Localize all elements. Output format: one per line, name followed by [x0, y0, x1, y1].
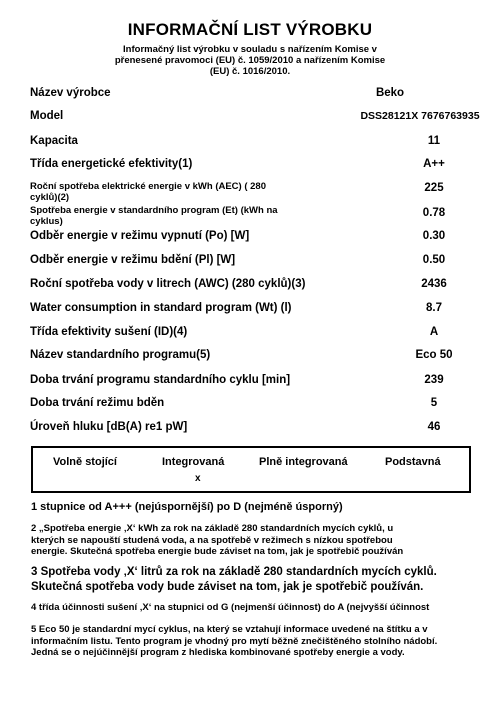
footnote-line: informačním listu. Tento program je vhodný pro mytí běžně znečištěného stolního nádobí.: [31, 635, 438, 647]
footnote-5: [31, 624, 476, 659]
footnote-1: 1 stupnice od A+++ (nejúspornější) po D (nejméně úsporný): [31, 501, 343, 513]
footnote-line: 5 Eco 50 je standardní mycí cyklus, na který se vztahují informace uvedené na štítku a v: [31, 624, 428, 635]
spec-label: Kapacita: [30, 135, 78, 147]
spec-label: Model: [30, 110, 64, 122]
installation-option: Podstavná: [385, 456, 441, 468]
spec-label-line: Spotřeba energie v standardního program (Et) (kWh na: [30, 205, 278, 216]
subtitle-line: (EU) č. 1016/2010.: [209, 66, 291, 77]
footnote-4: 4 třída účinnosti sušení ‚X‘ na stupnici od G (nejmenší účinnost) do A (nejvyšší účinnost: [31, 602, 430, 613]
spec-value: DSS28121X 7676763935: [360, 110, 480, 122]
subtitle-line: přenesené pravomoci (EU) č. 1059/2010 a nařízením Komise: [114, 55, 386, 66]
spec-label-line: Roční spotřeba elektrické energie v kWh (AEC) ( 280: [30, 181, 266, 192]
page-subtitle: [90, 44, 410, 77]
footnote-line: Jedná se o nejúčinnější program z hlediska kombinované spotřeby energie a vody.: [31, 647, 405, 658]
footnote-2: [31, 523, 476, 558]
spec-label: Název standardního programu(5): [30, 349, 211, 361]
spec-label-line: cyklus): [30, 216, 63, 227]
page-title: INFORMAČNÍ LIST VÝROBKU: [127, 20, 373, 39]
spec-value: Eco 50: [415, 349, 453, 361]
spec-label: Roční spotřeba vody v litrech (AWC) (280 cyklů)(3): [30, 278, 306, 290]
installation-selected-mark: x: [195, 473, 201, 484]
footnote-line: 3 Spotřeba vody ‚X‘ litrů za rok na základě 280 standardních mycích cyklů.: [31, 566, 437, 578]
spec-label: Třída energetické efektivity(1): [30, 158, 193, 170]
spec-label: Třída efektivity sušení (ID)(4): [30, 326, 188, 338]
spec-label: [30, 181, 320, 203]
spec-value: 5: [430, 397, 438, 409]
footnote-3: [31, 565, 476, 594]
spec-label-line: cyklů)(2): [30, 192, 70, 203]
spec-value: 0.78: [422, 207, 446, 219]
spec-value: 46: [427, 421, 441, 433]
installation-box: [31, 446, 471, 493]
footnote-line: energie. Skutečná spotřeba energie bude záviset na tom, jak je spotřebič používán: [31, 546, 404, 557]
footnote-line: 2 „Spotřeba energie ‚X‘ kWh za rok na základě 280 standardních mycích cyklů, u: [31, 523, 394, 534]
spec-value: A++: [423, 158, 445, 170]
installation-option: Plně integrovaná: [259, 456, 348, 468]
spec-value: 225: [424, 182, 444, 194]
spec-label: Doba trvání programu standardního cyklu [min]: [30, 374, 291, 386]
spec-value: Beko: [375, 87, 405, 99]
spec-label: Odběr energie v režimu bdění (Pl) [W]: [30, 254, 236, 266]
spec-value: 11: [427, 135, 441, 147]
spec-label: Odběr energie v režimu vypnutí (Po) [W]: [30, 230, 250, 242]
spec-value: 0.30: [422, 230, 446, 242]
spec-label: Doba trvání režimu bděn: [30, 397, 165, 409]
footnote-line: Skutečná spotřeba vody bude záviset na tom, jak je spotřebič používán.: [31, 580, 424, 593]
spec-label: Úroveň hluku [dB(A) re1 pW]: [30, 421, 188, 433]
footnote-line: kterých se napouští studená voda, a na spotřebě v režimech s nízkou spotřebou: [31, 534, 393, 546]
spec-label: Název výrobce: [30, 87, 111, 99]
spec-value: A: [429, 326, 439, 338]
spec-value: 239: [424, 374, 444, 386]
spec-label: [30, 205, 320, 227]
spec-value: 8.7: [426, 302, 442, 314]
spec-value: 0.50: [422, 254, 446, 266]
subtitle-line: Informačný list výrobku v souladu s nařízením Komise v: [123, 44, 377, 55]
spec-label: Water consumption in standard program (Wt) (l): [30, 302, 292, 314]
installation-option: Integrovaná: [162, 456, 225, 468]
spec-value: 2436: [421, 278, 447, 290]
installation-option: Volně stojící: [53, 456, 117, 468]
